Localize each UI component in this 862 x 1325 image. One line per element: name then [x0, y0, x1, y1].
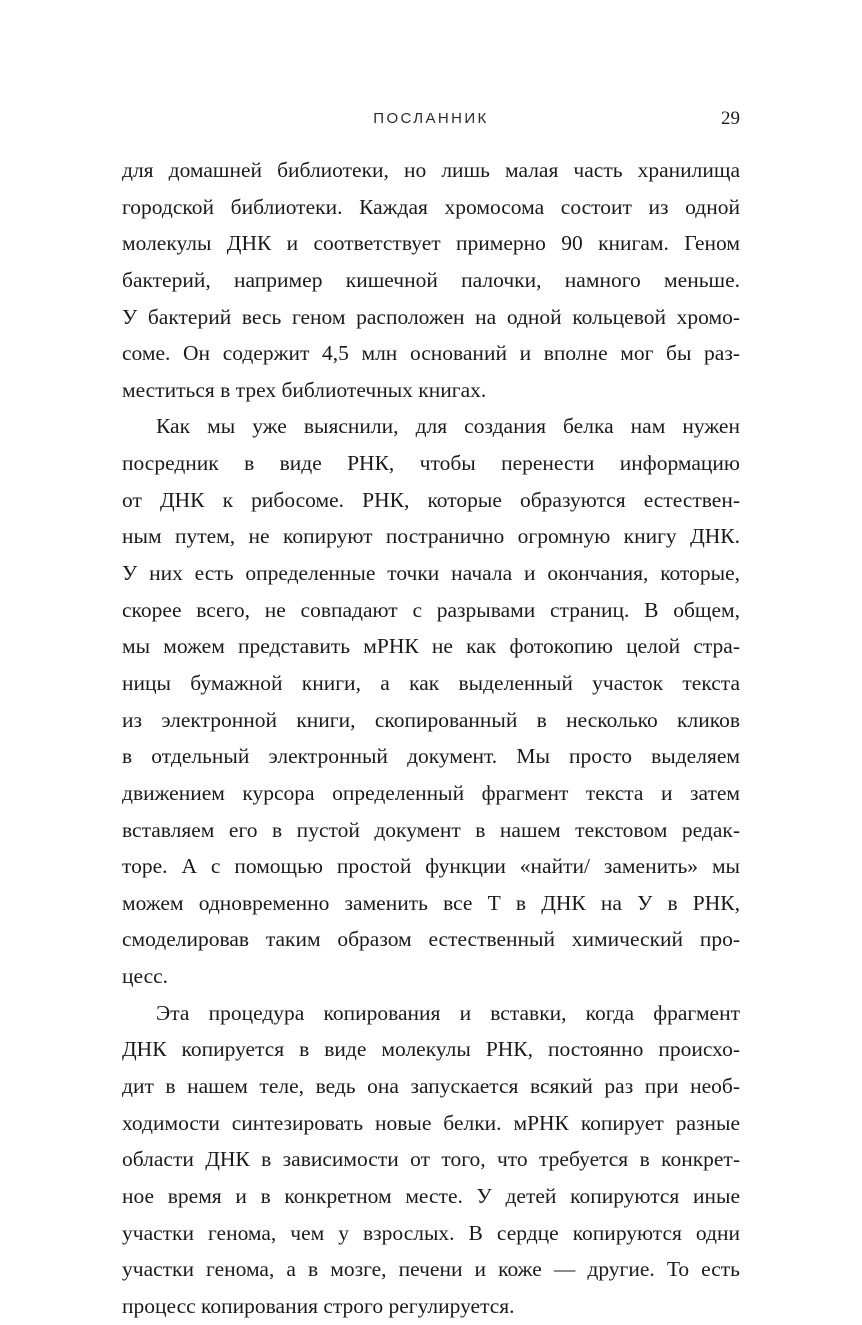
text-line: смоделировав таким образом естественный химический про-: [122, 927, 740, 952]
text-line: для домашней библиотеки, но лишь малая часть хранилища: [122, 158, 740, 182]
text-line: соме. Он содержит 4,5 млн оснований и вполне мог бы раз-: [122, 341, 740, 366]
page-number: 29: [721, 108, 740, 129]
text-line: процесс копирования строго регулируется.: [122, 1293, 515, 1318]
text-line: от ДНК к рибосоме. РНК, которые образуются естествен-: [122, 487, 740, 512]
text-line: молекулы ДНК и соответствует примерно 90 книгам. Геном: [122, 231, 740, 256]
body-text: [122, 152, 740, 1325]
text-line: ное время и в конкретном месте. У детей копируются иные: [122, 1183, 740, 1208]
text-line: У бактерий весь геном расположен на одной кольцевой хромо-: [122, 304, 740, 329]
text-line: посредник в виде РНК, чтобы перенести информацию: [122, 451, 740, 476]
text-line: Эта процедура копирования и вставки, когда фрагмент: [156, 1000, 740, 1025]
text-line: Как мы уже выяснили, для создания белка нам нужен: [156, 414, 740, 439]
text-line: можем одновременно заменить все Т в ДНК на У в РНК,: [122, 890, 740, 915]
text-line: торе. А с помощью простой функции «найти/ заменить» мы: [122, 854, 740, 879]
text-line: ным путем, не копируют постранично огромную книгу ДНК.: [122, 524, 740, 549]
text-line: ДНК копируется в виде молекулы РНК, постоянно происхо-: [122, 1037, 740, 1062]
text-line: дит в нашем теле, ведь она запускается всякий раз при необ-: [122, 1074, 740, 1099]
text-line: из электронной книги, скопированный в несколько кликов: [122, 707, 740, 732]
text-line: ницы бумажной книги, а как выделенный участок текста: [122, 670, 740, 695]
text-line: области ДНК в зависимости от того, что требуется в конкрет-: [122, 1147, 740, 1172]
text-line: вставляем его в пустой документ в нашем текстовом редак-: [122, 817, 740, 842]
text-line: участки генома, чем у взрослых. В сердце копируются одни: [122, 1220, 740, 1245]
text-line: меститься в трех библиотечных книгах.: [122, 377, 487, 402]
paragraph-3: [122, 995, 740, 1325]
paragraph-1: [122, 152, 740, 408]
text-line: У них есть определенные точки начала и окончания, которые,: [122, 561, 740, 586]
paragraph-2: [122, 408, 740, 994]
running-head: [122, 108, 740, 132]
text-line: движением курсора определенный фрагмент текста и затем: [122, 780, 740, 805]
text-line: участки генома, а в мозге, печени и коже — другие. То есть: [122, 1257, 740, 1282]
text-line: скорее всего, не совпадают с разрывами страниц. В общем,: [122, 597, 740, 622]
text-line: в отдельный электронный документ. Мы просто выделяем: [122, 744, 740, 769]
text-line: городской библиотеки. Каждая хромосома состоит из одной: [122, 194, 740, 219]
text-line: ходимости синтезировать новые белки. мРНК копирует разные: [122, 1110, 740, 1135]
text-line: бактерий, например кишечной палочки, намного меньше.: [122, 267, 740, 292]
text-line: цесс.: [122, 964, 169, 989]
text-line: мы можем представить мРНК не как фотокопию целой стра-: [122, 634, 740, 659]
running-title: ПОСЛАННИК: [373, 110, 489, 127]
